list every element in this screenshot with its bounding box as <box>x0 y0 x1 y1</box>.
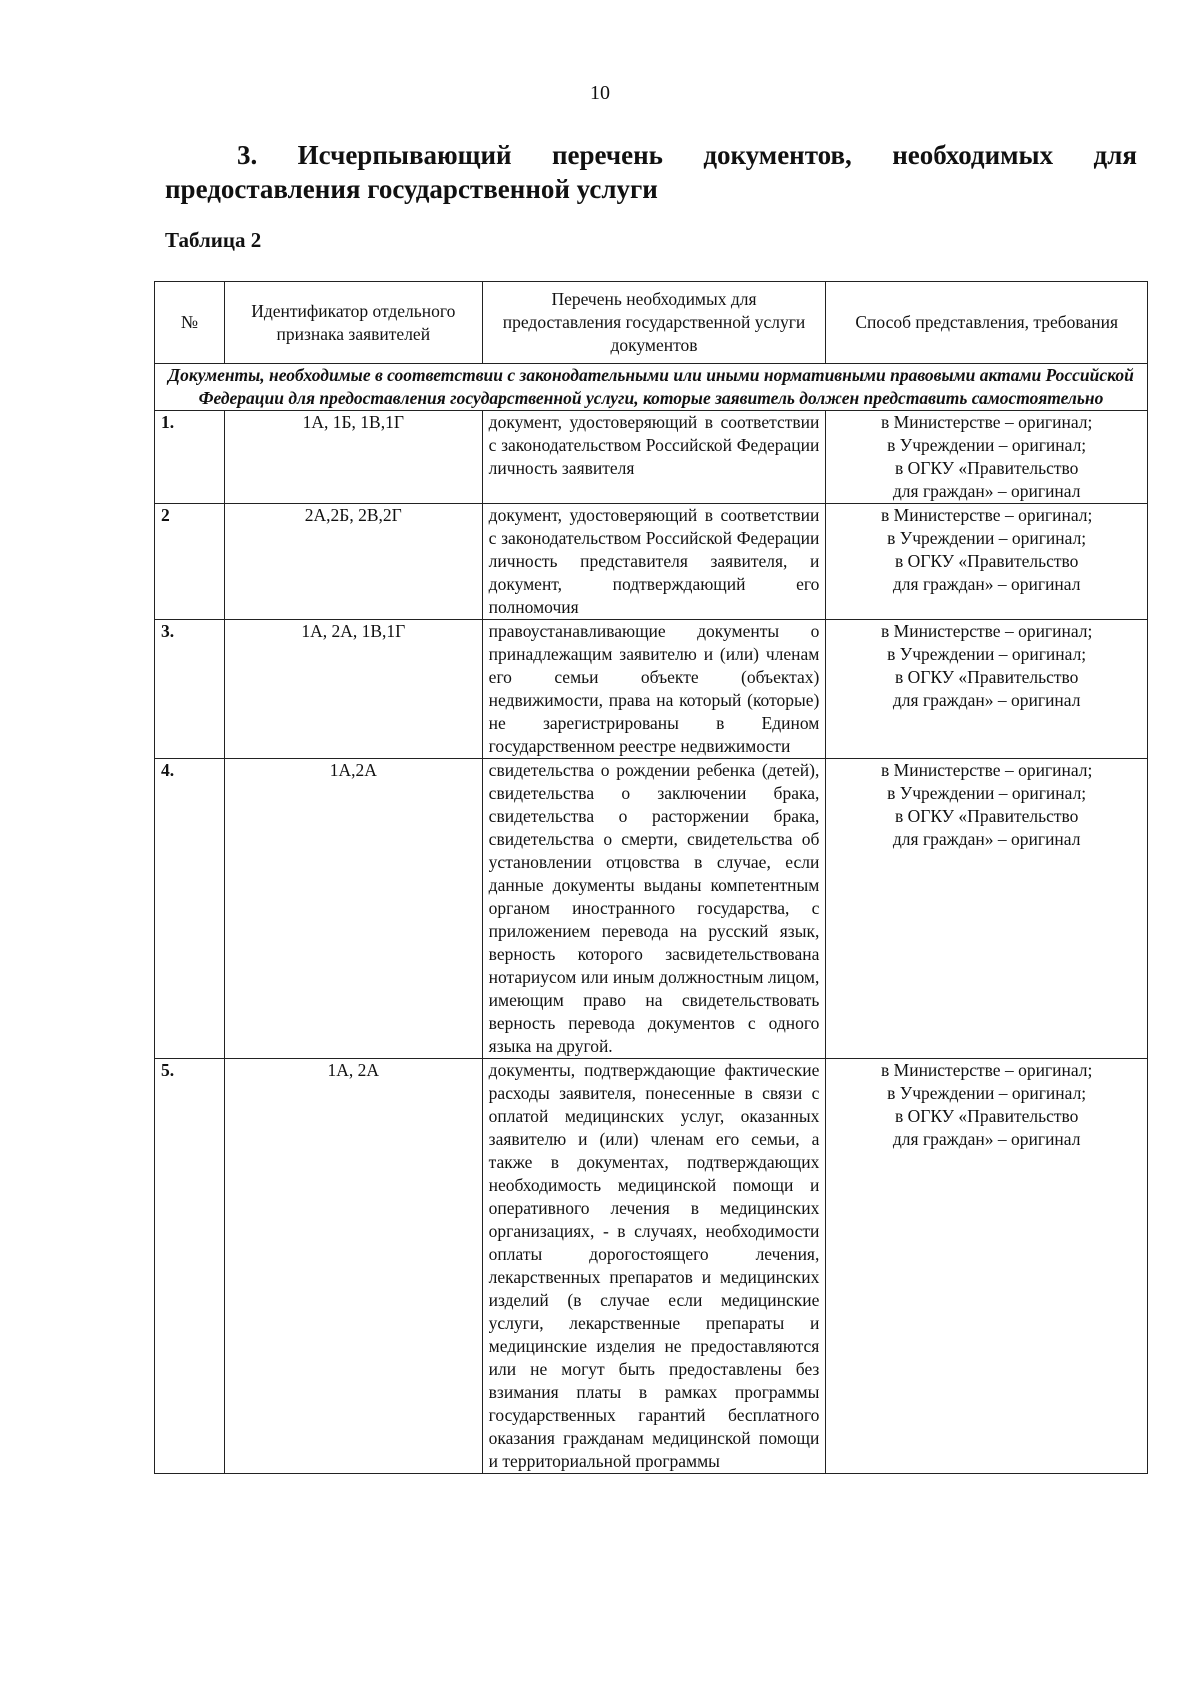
row-document: документы, подтверждающие фактические расходы заявителя, понесенные в связи с оплатой медицинских услуг, оказанных заявителю и (или) членам его семьи, а также в документах, подтверждающих необходимость медицинской помощи и оперативного лечения в медицинских организациях, - в случаях, необходимости оплаты дорогостоящего лечения, лекарственных препаратов и медицинских изделий (в случае если медицинские услуги, лекарственные препараты и медицинские изделия не предоставляются или не могут быть предоставлены без взимания платы в рамках программы государственных гарантий бесплатного оказания гражданам медицинской помощи и территориальной программы <box>482 1059 826 1474</box>
table-row <box>155 504 1148 620</box>
row-method <box>826 411 1148 504</box>
header-documents: Перечень необходимых для предоставления государственной услуги документов <box>482 282 826 364</box>
row-number: 2 <box>155 504 225 620</box>
row-document: документ, удостоверяющий в соответствии с законодательством Российской Федерации личность представителя заявителя, и документ, подтверждающий его полномочия <box>482 504 826 620</box>
header-method: Способ представления, требования <box>826 282 1148 364</box>
method-line: в ОГКУ «Правительство <box>894 551 1079 571</box>
table-row <box>155 620 1148 759</box>
heading-word: документов, <box>703 140 852 170</box>
method-line: для граждан» – оригинал <box>892 481 1081 501</box>
row-number: 1. <box>155 411 225 504</box>
method-line: в ОГКУ «Правительство <box>894 458 1079 478</box>
section-row <box>155 364 1148 411</box>
row-method <box>826 620 1148 759</box>
row-method <box>826 504 1148 620</box>
method-line: для граждан» – оригинал <box>892 690 1081 710</box>
method-line: в Министерстве – оригинал; <box>881 621 1093 641</box>
method-line: в Учреждении – оригинал; <box>887 783 1087 803</box>
heading-word: перечень <box>552 140 663 170</box>
method-line: в Министерстве – оригинал; <box>881 505 1093 525</box>
heading-number: 3. <box>237 140 258 170</box>
method-line: в Учреждении – оригинал; <box>887 528 1087 548</box>
method-line: для граждан» – оригинал <box>892 829 1081 849</box>
method-line: в Министерстве – оригинал; <box>881 760 1093 780</box>
header-identifier: Идентификатор отдельного признака заявителей <box>224 282 482 364</box>
method-line: в Учреждении – оригинал; <box>887 1083 1087 1103</box>
table-caption: Таблица 2 <box>165 228 262 252</box>
section-heading <box>165 138 1137 206</box>
method-line: в Учреждении – оригинал; <box>887 435 1087 455</box>
table-row <box>155 759 1148 1059</box>
row-method <box>826 759 1148 1059</box>
row-identifier: 1А, 1Б, 1В,1Г <box>224 411 482 504</box>
method-line: в ОГКУ «Правительство <box>894 806 1079 826</box>
method-line: в Министерстве – оригинал; <box>881 412 1093 432</box>
method-line: в Министерстве – оригинал; <box>881 1060 1093 1080</box>
heading-word: для <box>1093 140 1137 170</box>
row-number: 5. <box>155 1059 225 1474</box>
row-document: свидетельства о рождении ребенка (детей), свидетельства о заключении брака, свидетельства о расторжении брака, свидетельства о смерти, свидетельства об установлении отцовства в случае, если данные документы выданы компетентным органом иностранного государства, с приложением перевода на русский язык, верность которого засвидетельствована нотариусом или иным должностным лицом, имеющим право на свидетельствовать верность перевода документов с одного языка на другой. <box>482 759 826 1059</box>
row-identifier: 2А,2Б, 2В,2Г <box>224 504 482 620</box>
method-line: в ОГКУ «Правительство <box>894 667 1079 687</box>
heading-word: Исчерпывающий <box>297 140 512 170</box>
page-number: 10 <box>590 82 610 104</box>
row-identifier: 1А, 2А <box>224 1059 482 1474</box>
heading-line-1 <box>165 138 1137 172</box>
row-method <box>826 1059 1148 1474</box>
table-row <box>155 1059 1148 1474</box>
method-line: в Учреждении – оригинал; <box>887 644 1087 664</box>
section-title: Документы, необходимые в соответствии с законодательными или иными нормативными правовыми актами Российской Федерации для предоставления государственной услуги, которые заявитель должен представить самостоятельно <box>155 364 1148 411</box>
row-identifier: 1А, 2А, 1В,1Г <box>224 620 482 759</box>
heading-line-2: предоставления государственной услуги <box>165 174 658 204</box>
row-identifier: 1А,2А <box>224 759 482 1059</box>
documents-table <box>154 281 1148 1474</box>
method-line: для граждан» – оригинал <box>892 1129 1081 1149</box>
heading-word: необходимых <box>892 140 1054 170</box>
row-document: документ, удостоверяющий в соответствии с законодательством Российской Федерации личность заявителя <box>482 411 826 504</box>
header-num: № <box>155 282 225 364</box>
table-row <box>155 411 1148 504</box>
row-number: 3. <box>155 620 225 759</box>
row-number: 4. <box>155 759 225 1059</box>
row-document: правоустанавливающие документы о принадлежащим заявителю и (или) членам его семьи объекте (объектах) недвижимости, права на который (которые) не зарегистрированы в Едином государственном реестре недвижимости <box>482 620 826 759</box>
method-line: для граждан» – оригинал <box>892 574 1081 594</box>
table-header-row <box>155 282 1148 364</box>
method-line: в ОГКУ «Правительство <box>894 1106 1079 1126</box>
